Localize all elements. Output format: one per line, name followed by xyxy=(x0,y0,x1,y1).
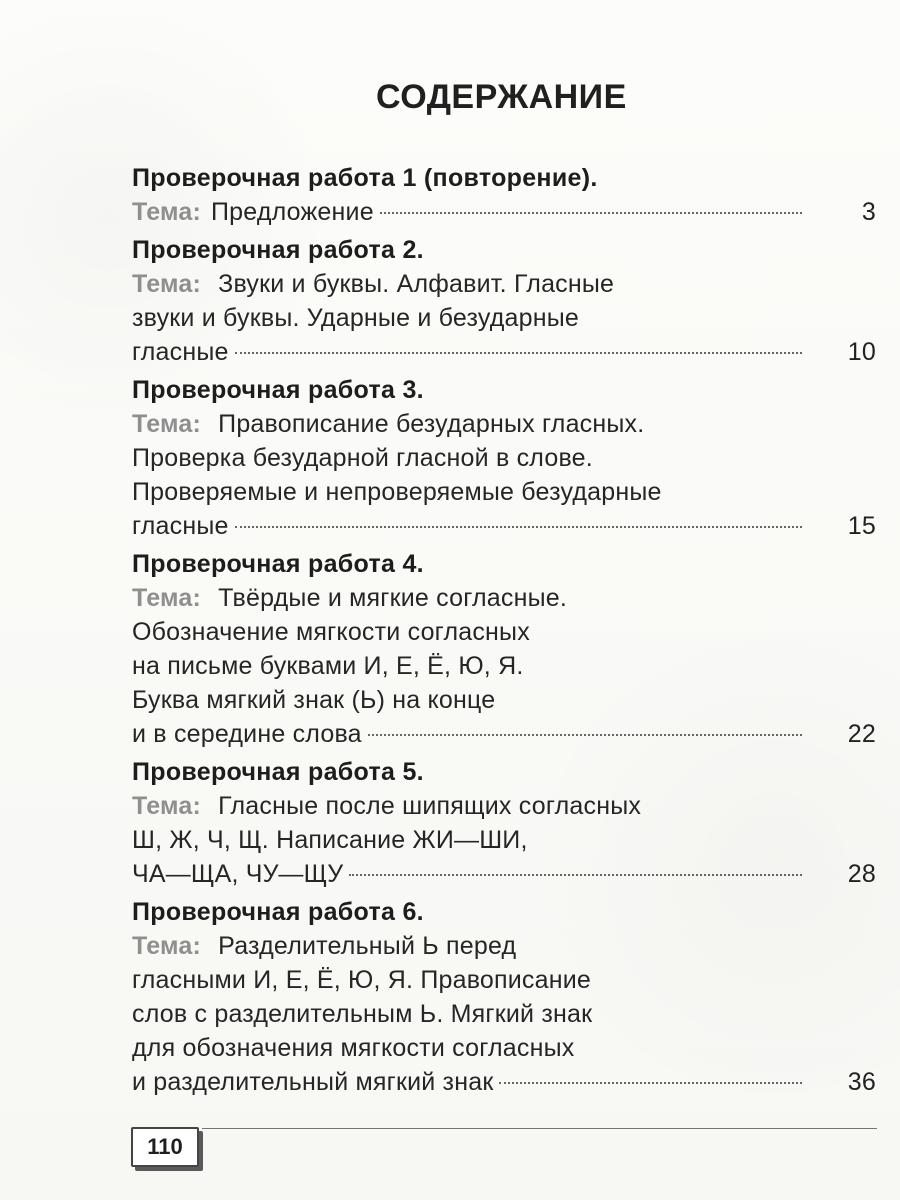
topic-text: звуки и буквы. Ударные и безударные xyxy=(132,304,579,332)
topic-text: Проверка безударной гласной в слове. xyxy=(132,444,593,472)
entry-page-number: 15 xyxy=(847,512,876,540)
topic-label: Тема: xyxy=(132,198,201,226)
topic-line xyxy=(132,407,876,441)
entry-page-number: 3 xyxy=(861,198,876,226)
entry-title: Проверочная работа 3. xyxy=(132,376,424,404)
topic-text: для обозначения мягкости согласных xyxy=(132,1034,575,1062)
topic-line xyxy=(132,963,876,997)
table-of-contents xyxy=(132,161,876,1099)
dot-leaders xyxy=(499,1081,802,1084)
entry-page-number: 28 xyxy=(847,860,876,888)
entry-title: Проверочная работа 5. xyxy=(132,758,424,786)
topic-label: Тема: xyxy=(132,932,201,960)
topic-text: гласные xyxy=(132,512,229,540)
topic-label: Тема: xyxy=(132,792,201,820)
topic-text: Правописание безударных гласных. xyxy=(218,410,645,438)
topic-label: Тема: xyxy=(132,584,201,612)
topic-text: ЧА—ЩА, ЧУ—ЩУ xyxy=(132,860,344,888)
dot-leaders xyxy=(235,525,802,528)
topic-line xyxy=(132,683,876,717)
topic-line xyxy=(132,509,876,543)
topic-text: Разделительный Ь перед xyxy=(218,932,517,960)
topic-text: Звуки и буквы. Алфавит. Гласные xyxy=(218,270,615,298)
topic-text: Предложение xyxy=(211,198,374,226)
footer-rule xyxy=(202,1128,877,1129)
topic-text: Гласные после шипящих согласных xyxy=(218,792,642,820)
entry-title: Проверочная работа 4. xyxy=(132,550,424,578)
dot-leaders xyxy=(380,211,802,214)
entry-page-number: 36 xyxy=(847,1068,876,1096)
toc-entry-6 xyxy=(132,895,876,1099)
topic-line xyxy=(132,997,876,1031)
topic-label: Тема: xyxy=(132,270,201,298)
topic-label: Тема: xyxy=(132,410,201,438)
toc-entry-2 xyxy=(132,233,876,369)
entry-page-number: 10 xyxy=(847,338,876,366)
topic-text: Твёрдые и мягкие согласные. xyxy=(218,584,568,612)
topic-text: Буква мягкий знак (Ь) на конце xyxy=(132,686,496,714)
topic-line xyxy=(132,1031,876,1065)
topic-text: слов с разделительным Ь. Мягкий знак xyxy=(132,1000,593,1028)
topic-text: Обозначение мягкости согласных xyxy=(132,618,530,646)
topic-line xyxy=(132,301,876,335)
topic-line xyxy=(132,823,876,857)
entry-page-number: 22 xyxy=(847,720,876,748)
topic-line xyxy=(132,929,876,963)
dot-leaders xyxy=(368,733,802,736)
topic-line xyxy=(132,857,876,891)
page-number-box: 110 xyxy=(131,1127,199,1167)
topic-line xyxy=(132,581,876,615)
topic-line xyxy=(132,1065,876,1099)
topic-line xyxy=(132,441,876,475)
topic-line xyxy=(132,649,876,683)
topic-text: Ш, Ж, Ч, Щ. Написание ЖИ—ШИ, xyxy=(132,826,528,854)
topic-line xyxy=(132,195,876,229)
topic-line xyxy=(132,615,876,649)
topic-text: Проверяемые и непроверяемые безударные xyxy=(132,478,662,506)
topic-line xyxy=(132,475,876,509)
topic-text: гласными И, Е, Ё, Ю, Я. Правописание xyxy=(132,966,591,994)
topic-line xyxy=(132,717,876,751)
topic-line xyxy=(132,789,876,823)
topic-text: на письме буквами И, Е, Ё, Ю, Я. xyxy=(132,652,524,680)
topic-text: гласные xyxy=(132,338,229,366)
topic-text: и в середине слова xyxy=(132,720,362,748)
topic-line xyxy=(132,267,876,301)
topic-line xyxy=(132,335,876,369)
entry-title: Проверочная работа 1 (повторение). xyxy=(132,164,598,192)
entry-title: Проверочная работа 6. xyxy=(132,898,424,926)
page-title: СОДЕРЖАНИЕ xyxy=(376,78,627,116)
dot-leaders xyxy=(235,351,802,354)
toc-entry-1 xyxy=(132,161,876,229)
dot-leaders xyxy=(349,873,802,876)
entry-title: Проверочная работа 2. xyxy=(132,236,424,264)
topic-text: и разделительный мягкий знак xyxy=(132,1068,494,1096)
toc-entry-5 xyxy=(132,755,876,891)
toc-entry-3 xyxy=(132,373,876,543)
toc-entry-4 xyxy=(132,547,876,751)
